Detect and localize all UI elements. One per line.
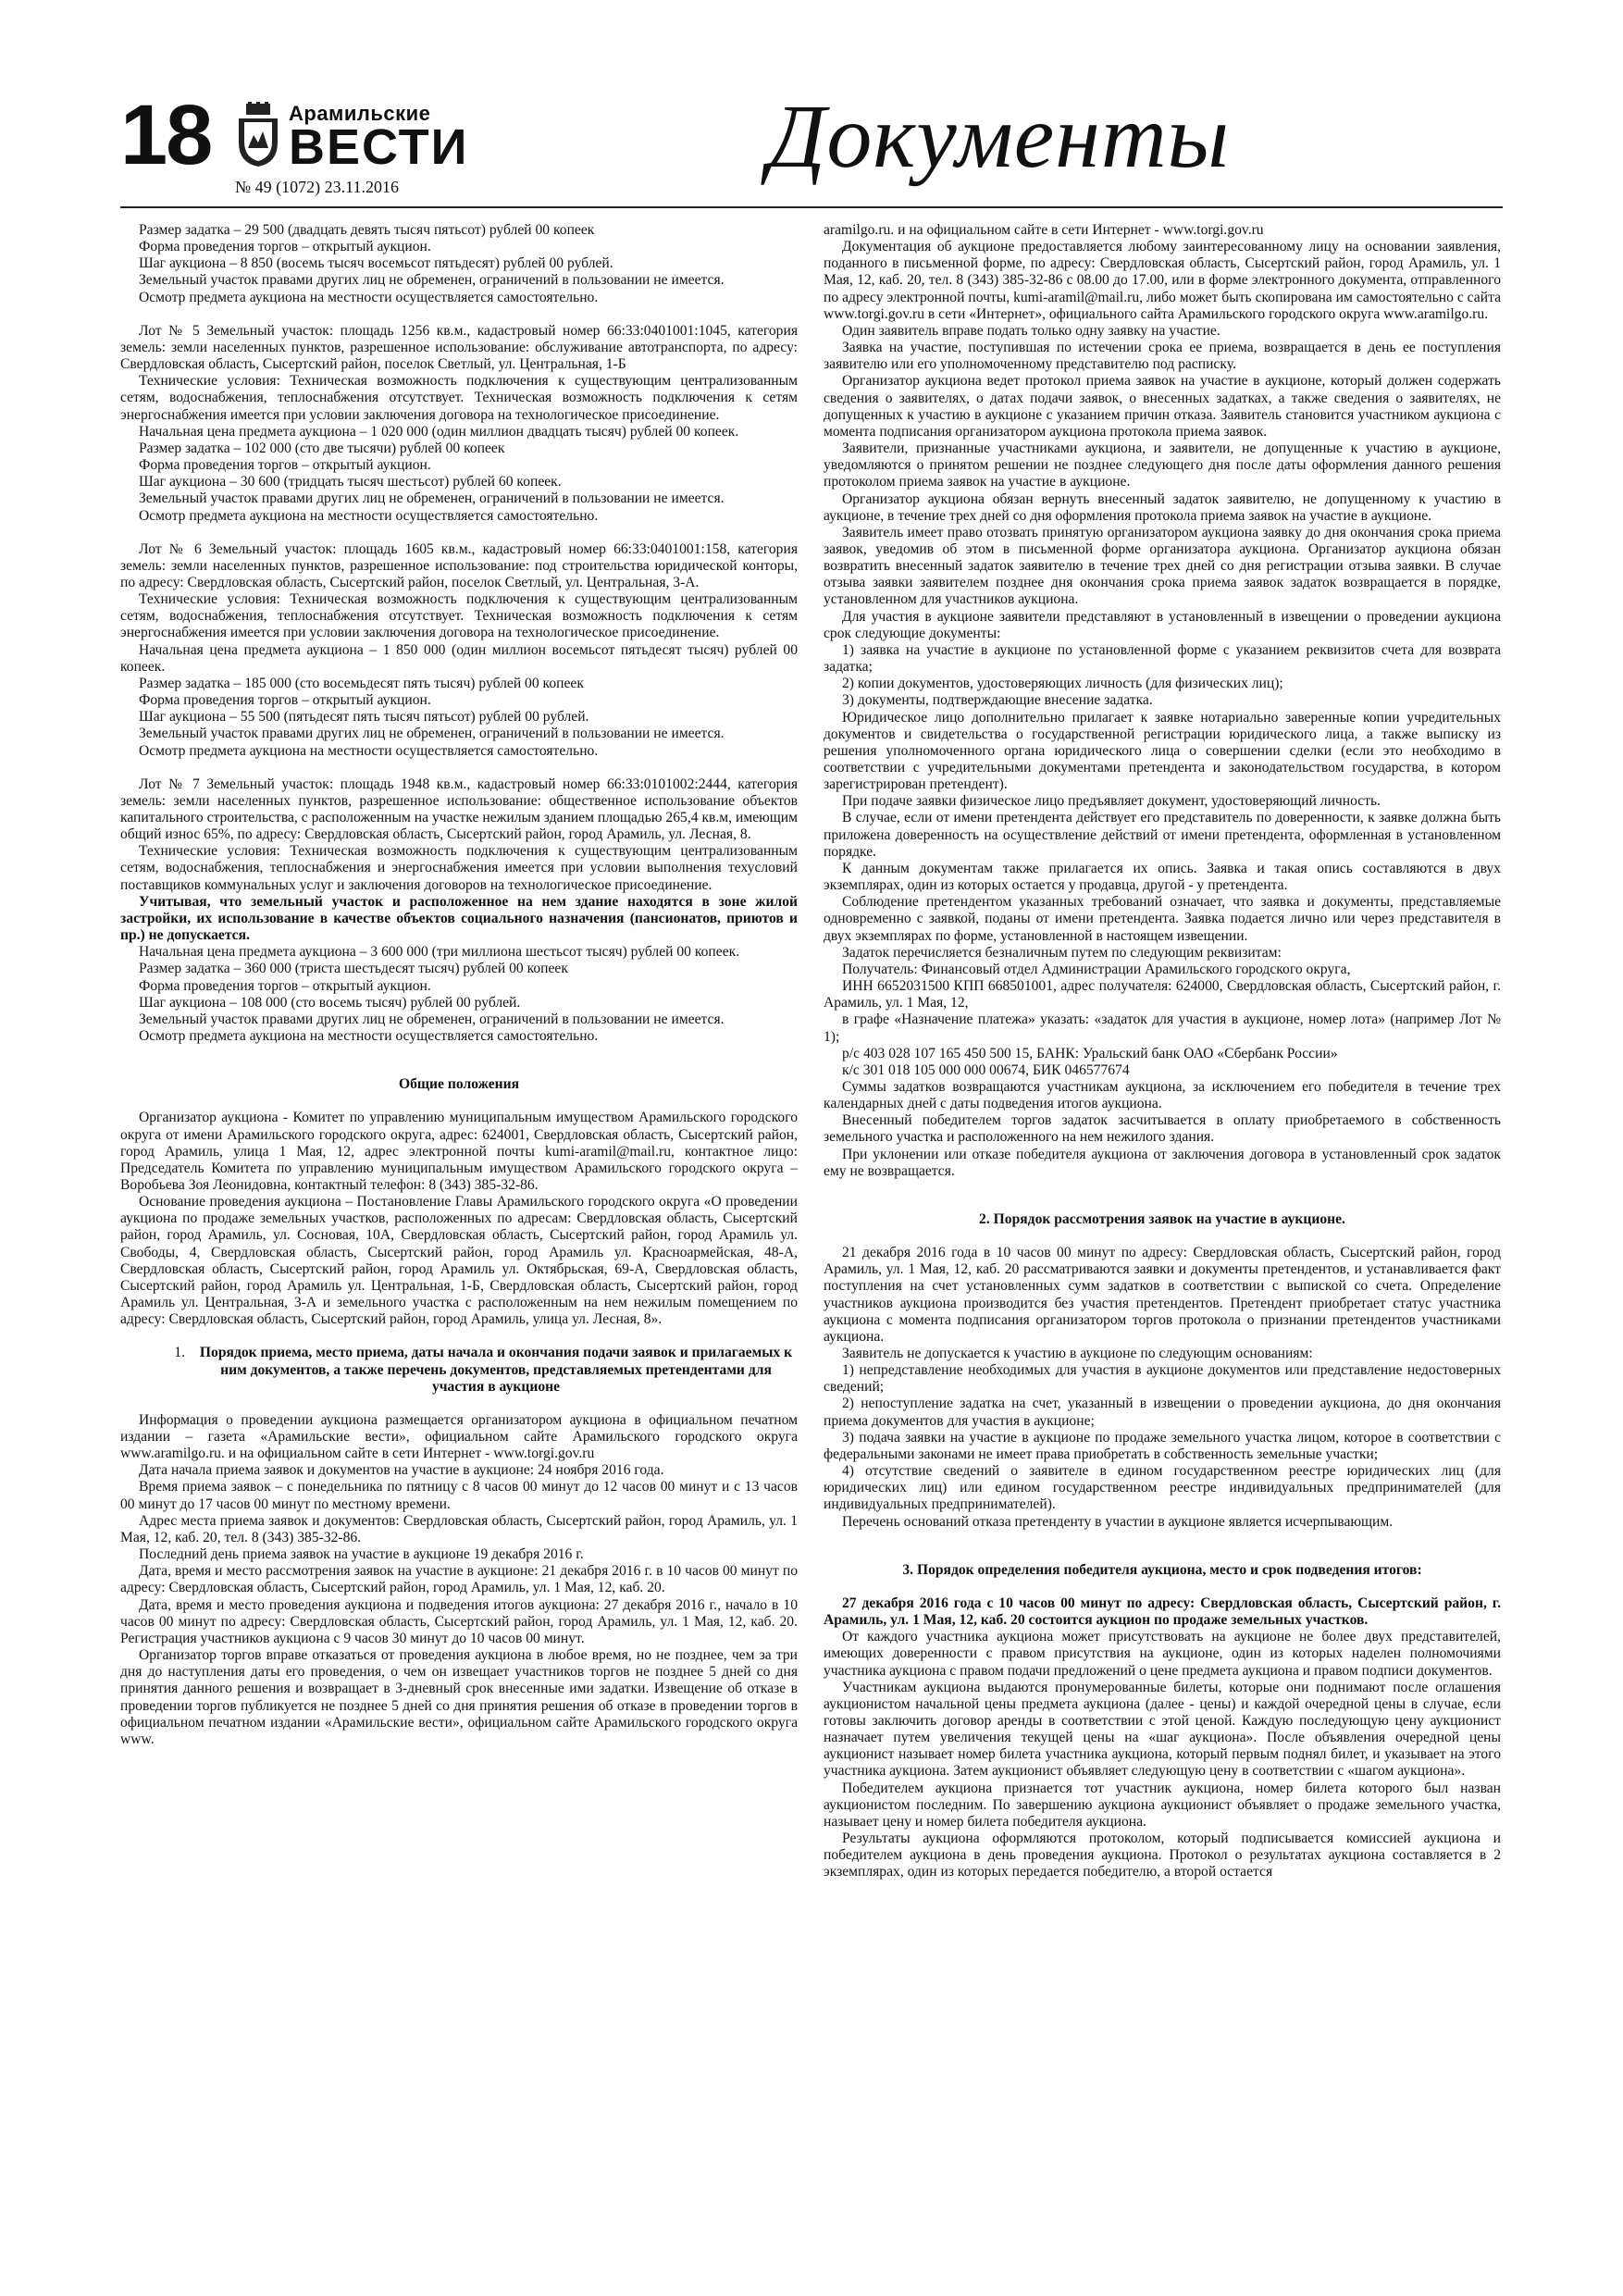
page-number: 18 <box>120 88 212 182</box>
section-heading-2: 2. Порядок рассмотрения заявок на участие в аукционе. <box>979 1210 1345 1227</box>
paragraph: ИНН 6652031500 КПП 668501001, адрес получателя: 624000, Свердловская область, Сысертский район, г. Арамиль, ул. 1 Мая, 12, <box>824 978 1501 1011</box>
paragraph: Размер задатка – 102 000 (сто две тысячи) рублей 00 копеек <box>139 440 505 456</box>
section-number: 1. <box>174 1345 185 1361</box>
paragraph: 2) копии документов, удостоверяющих личность (для физических лиц); <box>842 676 1283 692</box>
paragraph: Соблюдение претендентом указанных требований означает, что заявка и документы, представляемые одновременно с заявкой, поданы от имени претендента. Заявка подается лично или через представителя в двух экземплярах по форме, установленной в настоящем извещении. <box>824 894 1501 944</box>
paragraph: Начальная цена предмета аукциона – 1 850 000 (один миллион восемьсот пятьдесят тысяч) рублей 00 копеек. <box>120 641 798 675</box>
paragraph: Последний день приема заявок на участие в аукционе 19 декабря 2016 г. <box>139 1546 584 1563</box>
paragraph: Основание проведения аукциона – Постановление Главы Арамильского городского округа «О проведении аукциона по продаже земельных участков, расположенных по адресам: Свердловская область, Сысертский район, город Арамиль, ул. Сосновая, 10А, Свердловская область, Сысертский район, город Арамиль ул. Свободы, 4, Свердловская область, Сысертский район, город Арамиль ул. Красноармейская, 48-А, Свердловская область, Сысертский район, город Арамиль ул. Октябрьская, 69-А, Свердловская область, Сысертский район, город Арамиль ул. Центральная, 1-Б, Свердловская область, Сысертский район, город Арамиль ул. Центральная, 3-А и земельного участка с расположенным на нем нежилым помещением по адресу: Свердловская область, Сысертский район, город Арамиль, улица ул. Лесная, 8». <box>120 1194 798 1328</box>
paragraph: 1) заявка на участие в аукционе по установленной форме с указанием реквизитов счета для возврата задатка; <box>824 641 1501 676</box>
paragraph: Документация об аукционе предоставляется любому заинтересованному лицу на основании заявления, поданного в письменной форме, по адресу: Свердловская область, Сысертский район, город Арамиль, ул. 1 Мая, 12, каб. 20, тел. 8 (343) 385-32-86 с 08.00 до 17.00, или в форме электронного документа, отправленного по адресу электронной почты, kumi-aramil@mail.ru, либо может быть скопирована им самостоятельно с сайта www.torgi.gov.ru в сети «Интернет», официального сайта Арамильского городского округа www.aramilgo.ru. <box>824 239 1501 322</box>
paragraph: При подаче заявки физическое лицо предъявляет документ, удостоверяющий личность. <box>842 793 1381 810</box>
paragraph: Земельный участок правами других лиц не обременен, ограничений в пользовании не имеется. <box>139 1011 725 1027</box>
paragraph: Шаг аукциона – 8 850 (восемь тысяч восемьсот пятьдесят) рублей 00 рублей. <box>139 255 613 272</box>
paragraph: Земельный участок правами других лиц не обременен, ограничений в пользовании не имеется. <box>139 272 725 289</box>
paragraph: Перечень оснований отказа претенденту в участии в аукционе является исчерпывающим. <box>842 1513 1394 1530</box>
paragraph: Шаг аукциона – 108 000 (сто восемь тысяч) рублей 00 рублей. <box>139 994 521 1011</box>
paragraph: Организатор аукциона обязан вернуть внесенный задаток заявителю, не допущенному к участию в аукционе, в течение трех дней со дня оформления протокола приема заявок на участие в аукционе. <box>824 490 1501 524</box>
left-column <box>120 222 798 1748</box>
lot-5: Лот № 5 Земельный участок: площадь 1256 кв.м., кадастровый номер 66:33:0401001:1045, категория земель: земли населенных пунктов, разрешенное использование: обслуживание автотранспорта, по адресу: Свердловская область, Сысертский район, поселок Светлый, ул. Центральная, 1-Б <box>120 322 798 373</box>
section-title: Документы <box>768 87 1231 187</box>
paragraph: Технические условия: Техническая возможность подключения к существующим централизованным сетям, водоснабжения, теплоснабжения отсутствует. Техническая возможность подключения к сетям энергоснабжения имеется при условии заключения договора на технологическое присоединение. <box>120 591 798 641</box>
paragraph: 3) документы, подтверждающие внесение задатка. <box>842 692 1153 709</box>
paragraph: Осмотр предмета аукциона на местности осуществляется самостоятельно. <box>139 742 599 759</box>
section-heading-1 <box>120 1345 798 1395</box>
paragraph: Осмотр предмета аукциона на местности осуществляется самостоятельно. <box>139 507 599 524</box>
paragraph: Технические условия: Техническая возможность подключения к существующим централизованным сетям, водоснабжения, теплоснабжения и энергоснабжения имеется при условии выполнения техусловий поставщиков коммунальных услуг и заключения договоров на технологическое присоединение. <box>120 843 798 893</box>
paragraph: Юридическое лицо дополнительно прилагает к заявке нотариально заверенные копии учредительных документов и свидетельства о государственной регистрации юридического лица, а также выписку из решения уполномоченного органа юридического лица о совершении сделки (если это необходимо в соответствии с учредительными документами претендента и законодательством государства, в котором зарегистрирован претендент). <box>824 709 1501 793</box>
paragraph: 1) непредставление необходимых для участия в аукционе документов или представление недостоверных сведений; <box>824 1362 1501 1396</box>
lot-7: Лот № 7 Земельный участок: площадь 1948 кв.м., кадастровый номер 66:33:0101002:2444, категория земель: земли населенных пунктов, разрешенное использование: общественное использование объектов капитального строительства, с расположенным на участке нежилым зданием площадью 265,4 кв.м, имеющим общий износ 65%, по адресу: Свердловская область, Сысертский район, город Арамиль, ул. Лесная, 8. <box>120 776 798 843</box>
paragraph: Получатель: Финансовый отдел Администрации Арамильского городского округа, <box>842 961 1351 977</box>
paragraph: Форма проведения торгов – открытый аукцион. <box>139 457 431 474</box>
paragraph: Размер задатка – 29 500 (двадцать девять тысяч пятьсот) рублей 00 копеек <box>139 222 595 238</box>
paragraph: Суммы задатков возвращаются участникам аукциона, за исключением его победителя в течение трех календарных дней с даты подведения итогов аукциона. <box>824 1078 1501 1112</box>
paragraph: Задаток перечисляется безналичным путем по следующим реквизитам: <box>842 944 1282 961</box>
paragraph: Победителем аукциона признается тот участник аукциона, номер билета которого был назван аукционистом последним. По завершению аукциона аукционист объявляет о продаже земельного участка, называет цену и номер билета победителя аукциона. <box>824 1780 1501 1830</box>
paragraph: Технические условия: Техническая возможность подключения к существующим централизованным сетям, водоснабжения, теплоснабжения отсутствует. Техническая возможность подключения к сетям энергоснабжения имеется при условии заключения договора на технологическое присоединение. <box>120 373 798 423</box>
paragraph: Осмотр предмета аукциона на местности осуществляется самостоятельно. <box>139 1028 599 1045</box>
paragraph: Дата начала приема заявок и документов на участие в аукционе: 24 ноября 2016 года. <box>139 1462 664 1479</box>
paragraph: Форма проведения торгов – открытый аукцион. <box>139 239 431 255</box>
paragraph: aramilgo.ru. и на официальном сайте в сети Интернет - www.torgi.gov.ru <box>824 222 1264 238</box>
paragraph: Форма проведения торгов – открытый аукцион. <box>139 977 431 994</box>
paragraph: Один заявитель вправе подать только одну заявку на участие. <box>842 322 1220 339</box>
section-title-text: Порядок приема, место приема, даты начала и окончания подачи заявок и прилагаемых к ним документов, а также перечень документов, представляемых претендентами для участия в аукционе <box>199 1345 793 1395</box>
paragraph: Размер задатка – 185 000 (сто восемьдесят пять тысяч) рублей 00 копеек <box>139 675 584 691</box>
paragraph: Организатор аукциона ведет протокол приема заявок на участие в аукционе, который должен содержать сведения о заявителях, о датах подачи заявок, о внесенных задатках, а также сведения о заявителях, не допущенных к участию в аукционе с указанием причин отказа. Заявитель становится участником аукциона с момента подписания организатором аукциона протокола приема заявок. <box>824 373 1501 440</box>
paragraph: Начальная цена предмета аукциона – 3 600 000 (три миллиона шестьсот тысяч) рублей 00 копеек. <box>139 944 740 961</box>
paragraph: Дата, время и место рассмотрения заявок на участие в аукционе: 21 декабря 2016 г. в 10 часов 00 минут по адресу: Свердловская область, Сысертский район, город Арамиль, ул. 1 Мая, 12, каб. 20. <box>120 1563 798 1596</box>
paragraph: р/с 403 028 107 165 450 500 15, БАНК: Уральский банк ОАО «Сбербанк России» <box>842 1045 1338 1061</box>
paragraph: В случае, если от имени претендента действует его представитель по доверенности, к заявке должна быть приложена доверенность на осуществление действий от имени претендента, оформленная в установленном порядке. <box>824 810 1501 860</box>
right-column <box>824 222 1501 1881</box>
paragraph: в графе «Назначение платежа» указать: «задаток для участия в аукционе, номер лота» (например Лот № 1); <box>824 1011 1501 1045</box>
masthead-logo <box>235 102 476 176</box>
paragraph: Внесенный победителем торгов задаток засчитывается в оплату приобретаемого в собственность земельного участка и расположенного на нем нежилого здания. <box>824 1112 1501 1146</box>
paragraph: 21 декабря 2016 года в 10 часов 00 минут по адресу: Свердловская область, Сысертский район, город Арамиль, ул. 1 Мая, 12, каб. 20 рассматриваются заявки и документы претендентов, и устанавливается факт поступления на счет установленных сумм задатков в соответствии с выпиской со счета. Определение участников аукциона производится без участия претендентов. Претендент приобретает статус участника аукциона с момента подписания организатором торгов протокола о признании претендентов участниками аукциона. <box>824 1245 1501 1345</box>
paragraph: Шаг аукциона – 55 500 (пятьдесят пять тысяч пятьсот) рублей 00 рублей. <box>139 709 589 726</box>
paragraph: Осмотр предмета аукциона на местности осуществляется самостоятельно. <box>139 289 599 305</box>
paragraph: Земельный участок правами других лиц не обременен, ограничений в пользовании не имеется. <box>139 490 725 507</box>
page-header <box>120 87 1503 208</box>
paragraph: Заявители, признанные участниками аукциона, и заявители, не допущенные к участию в аукционе, уведомляются о принятом решении не позднее следующего дня после даты оформления данного решения протоколом приема заявок на участие в аукционе. <box>824 441 1501 490</box>
paragraph: 2) непоступление задатка на счет, указанный в извещении о проведении аукциона, до дня окончания приема документов для участия в аукционе; <box>824 1396 1501 1429</box>
section-heading-3: 3. Порядок определения победителя аукциона, место и срок подведения итогов: <box>902 1561 1422 1578</box>
paragraph: К данным документам также прилагается их опись. Заявка и такая опись составляются в двух экземплярах, один из которых остается у продавца, другой - у претендента. <box>824 860 1501 894</box>
paragraph: Заявка на участие, поступившая по истечении срока ее приема, возвращается в день ее поступления заявителю или его уполномоченному представителю под расписку. <box>824 340 1501 373</box>
lot-6: Лот № 6 Земельный участок: площадь 1605 кв.м., кадастровый номер 66:33:0401001:158, категория земель: земли населенных пунктов, разрешенное использование: под строительства юридической конторы, по адресу: Свердловская область, Сысертский район, поселок Светлый, ул. Центральная, 3-А. <box>120 540 798 590</box>
masthead-top: Арамильские <box>289 102 431 125</box>
section-heading-general: Общие положения <box>398 1076 520 1093</box>
header-rule <box>120 206 1503 208</box>
paragraph: Заявитель имеет право отозвать принятую организатором аукциона заявку до дня окончания срока приема заявок, уведомив об этом в письменной форме организатора аукциона. Организатор аукциона обязан возвратить внесенный задаток заявителю в течение трех дней со дня регистрации отзыва заявки. В случае отзыва заявки заявителем позднее дня окончания срока приема заявок задаток возвращается в порядке, установленном для участников аукциона. <box>824 524 1501 608</box>
issue-number-date: № 49 (1072) 23.11.2016 <box>235 178 399 196</box>
paragraph: Время приема заявок – с понедельника по пятницу с 8 часов 00 минут до 12 часов 00 минут и с 13 часов 00 минут до 17 часов 00 минут по местному времени. <box>120 1479 798 1512</box>
paragraph: Организатор торгов вправе отказаться от проведения аукциона в любое время, но не позднее, чем за три дня до наступления даты его проведения, о чем он извещает участников торгов не позднее 5 дней со дня принятия данного решения и возвращает в 3-дневный срок внесенные ими задатки. Извещение об отказе в проведении торгов публикуется не позднее 5 дней со дня принятия решения об отказе в проведении торгов в официальном печатном издании «Арамильские вести», официальном сайте Арамильского городского округа www. <box>120 1647 798 1747</box>
paragraph: Форма проведения торгов – открытый аукцион. <box>139 692 431 709</box>
lot-7-note: Учитывая, что земельный участок и расположенное на нем здание находятся в зоне жилой застройки, их использование в качестве объектов социального назначения (пансионатов, приютов и пр.) не допускается. <box>120 893 798 944</box>
masthead-main: ВЕСТИ <box>289 119 469 175</box>
paragraph: Размер задатка – 360 000 (триста шестьдесят тысяч) рублей 00 копеек <box>139 961 568 977</box>
paragraph: Дата, время и место проведения аукциона и подведения итогов аукциона: 27 декабря 2016 г., начало в 10 часов 00 минут по адресу: Свердловская область, Сысертский район, город Арамиль, ул. 1 Мая, 12, каб. 20. Регистрация участников аукциона с 9 часов 30 минут до 10 часов 00 минут. <box>120 1596 798 1646</box>
paragraph: При уклонении или отказе победителя аукциона от заключения договора в установленный срок задаток ему не возвращается. <box>824 1146 1501 1179</box>
paragraph: От каждого участника аукциона может присутствовать на аукционе не более двух представителей, имеющих доверенности с правом присутствия на аукционе, один из которых наделен полномочиями участника аукциона с правом подачи предложений о цене предмета аукциона и правом подписи документов. <box>824 1629 1501 1679</box>
paragraph: 3) подача заявки на участие в аукционе по продаже земельного участка лицом, которое в соответствии с федеральными законами не имеет права приобретать в собственность земельные участки; <box>824 1429 1501 1462</box>
paragraph: Шаг аукциона – 30 600 (тридцать тысяч шестьсот) рублей 60 копеек. <box>139 474 562 490</box>
paragraph: Результаты аукциона оформляются протоколом, который подписывается комиссией аукциона и победителем аукциона в день проведения аукциона. Протокол о результатах аукциона составляется в 2 экземплярах, один из которых передается победителю, а второй остается <box>824 1831 1501 1880</box>
city-emblem-icon <box>235 102 281 168</box>
paragraph: Земельный участок правами других лиц не обременен, ограничений в пользовании не имеется. <box>139 726 725 742</box>
paragraph: 27 декабря 2016 года с 10 часов 00 минут по адресу: Свердловская область, Сысертский район, г. Арамиль, ул. 1 Мая, 12, каб. 20 состоится аукцион по продаже земельных участков. <box>824 1595 1501 1629</box>
paragraph: Адрес места приема заявок и документов: Свердловская область, Сысертский район, город Арамиль, ул. 1 Мая, 12, каб. 20, тел. 8 (343) 385-32-86. <box>120 1512 798 1545</box>
paragraph: 4) отсутствие сведений о заявителе в едином государственном реестре юридических лиц (для юридических лиц) или едином государственном реестре индивидуальных предпринимателей (для индивидуальных предпринимателей). <box>824 1463 1501 1513</box>
paragraph: Организатор аукциона - Комитет по управлению муниципальным имуществом Арамильского городского округа от имени Арамильского городского округа, адрес: 624001, Свердловская область, Сысертский район, город Арамиль, улица 1 Мая, 12, адрес электронной почты kumi-aramil@mail.ru, контактное лицо: Председатель Комитета по управлению муниципальным имуществом Арамильского городского округа – Воробьева Зоя Леонидовна, контактный телефон: 8 (343) 385-32-86. <box>120 1110 798 1193</box>
paragraph: Для участия в аукционе заявители представляют в установленный в извещении о проведении аукциона срок следующие документы: <box>824 608 1501 641</box>
paragraph: Заявитель не допускается к участию в аукционе по следующим основаниям: <box>842 1346 1313 1361</box>
paragraph: Участникам аукциона выдаются пронумерованные билеты, которые они поднимают после оглашения аукционистом начальной цены предмета аукциона (далее - цены) и каждой очередной цены в случае, если готовы заключить договор аренды в соответствии с этой ценой. Каждую последующую цену аукционист назначает путем увеличения текущей цены на «шаг аукциона». После объявления очередной цены аукционист называет номер билета участника аукциона, который первым поднял билет, и указывает на этого участника аукциона. Затем аукционист объявляет следующую цену в соответствии с «шагом аукциона». <box>824 1679 1501 1780</box>
paragraph: к/с 301 018 105 000 000 00674, БИК 046577674 <box>842 1061 1130 1078</box>
paragraph: Информация о проведении аукциона размещается организатором аукциона в официальном печатном издании – газета «Арамильские вести», официальном сайте Арамильского городского округа www.aramilgo.ru. и на официальном сайте в сети Интернет - www.torgi.gov.ru <box>120 1411 798 1462</box>
paragraph: Начальная цена предмета аукциона – 1 020 000 (один миллион двадцать тысяч) рублей 00 копеек. <box>139 423 739 440</box>
